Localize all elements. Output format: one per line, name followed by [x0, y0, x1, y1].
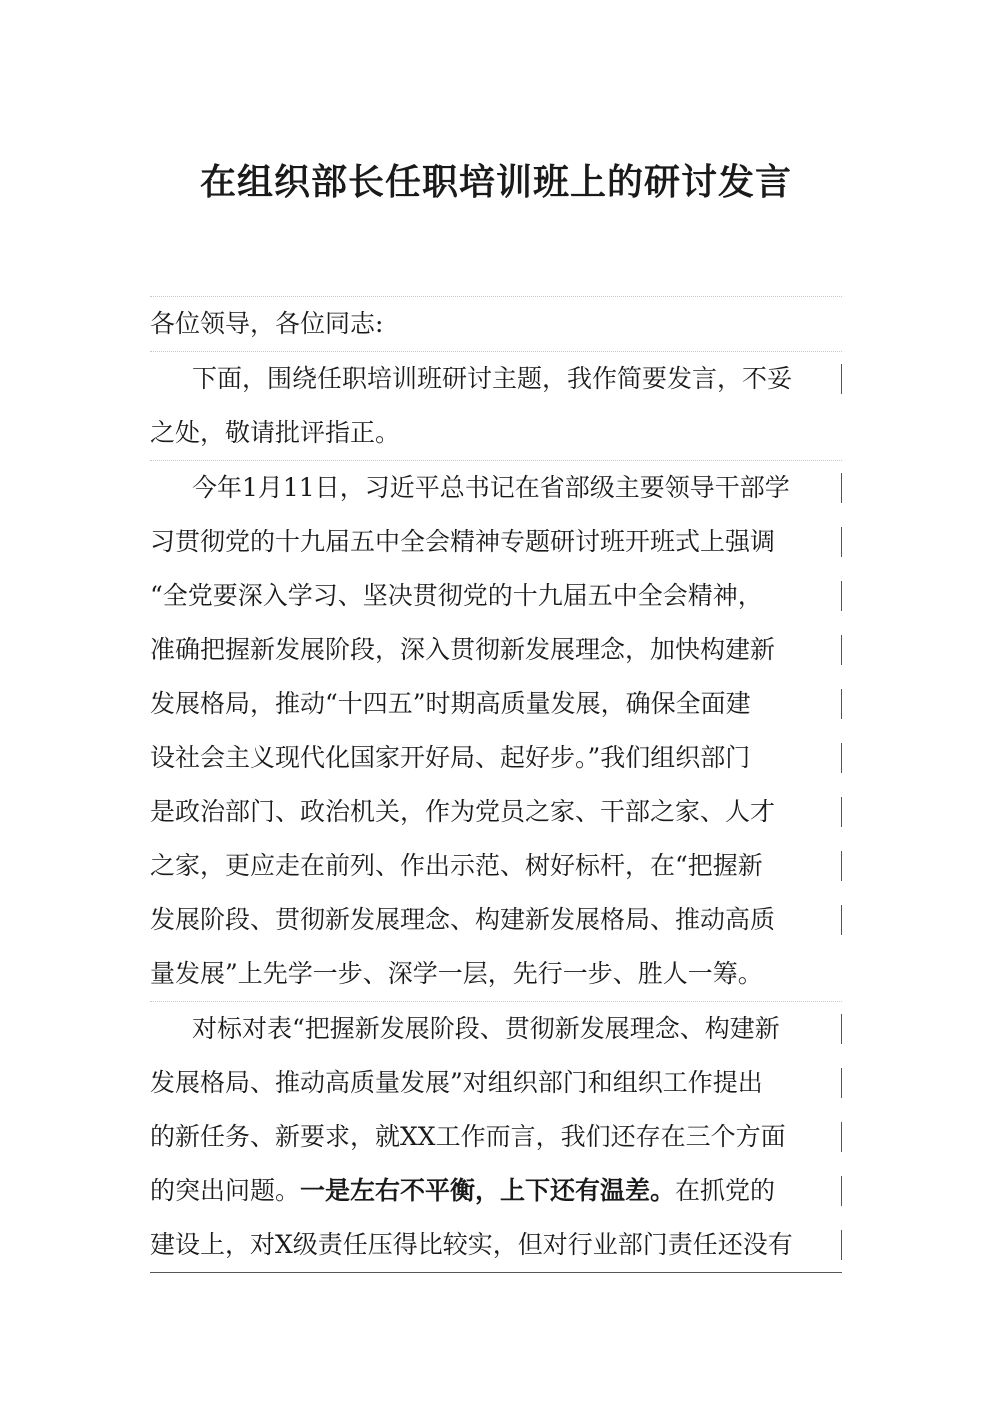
document-body — [150, 296, 842, 1273]
paragraph-3 — [150, 1001, 842, 1273]
salutation: 各位领导，各位同志: — [150, 309, 384, 338]
paragraph-line: 发展格局，推动“十四五”时期高质量发展，确保全面建 — [150, 677, 842, 731]
paragraph-line: 准确把握新发展阶段，深入贯彻新发展理念，加快构建新 — [150, 623, 842, 677]
paragraph-line: 是政治部门、政治机关，作为党员之家、干部之家、人才 — [150, 785, 842, 839]
paragraph-line: 建设上，对X级责任压得比较实，但对行业部门责任还没有 — [150, 1218, 842, 1273]
paragraph-text: 的突出问题。 — [150, 1176, 301, 1205]
paragraph-line — [150, 1164, 842, 1218]
paragraph-line: 对标对表“把握新发展阶段、贯彻新发展理念、构建新 — [150, 1002, 842, 1056]
paragraph-line: 之家，更应走在前列、作出示范、树好标杆，在“把握新 — [150, 839, 842, 893]
paragraph-2 — [150, 460, 842, 1001]
paragraph-line: “全党要深入学习、坚决贯彻党的十九届五中全会精神， — [150, 569, 842, 623]
paragraph-line: 的新任务、新要求，就XX工作而言，我们还存在三个方面 — [150, 1110, 842, 1164]
document-title: 在组织部长任职培训班上的研讨发言 — [199, 161, 792, 203]
paragraph-line: 之处，敬请批评指正。 — [150, 418, 401, 447]
paragraph-1 — [150, 351, 842, 460]
paragraph-text: 在抓党的 — [675, 1176, 776, 1205]
paragraph-line: 量发展”上先学一步、深学一层，先行一步、胜人一筹。 — [150, 959, 763, 988]
paragraph-line: 下面，围绕任职培训班研讨主题，我作简要发言，不妥 — [150, 352, 842, 406]
paragraph-line: 习贯彻党的十九届五中全会精神专题研讨班开班式上强调 — [150, 515, 842, 569]
paragraph-line: 发展格局、推动高质量发展”对组织部门和组织工作提出 — [150, 1056, 842, 1110]
paragraph-line: 发展阶段、贯彻新发展理念、构建新发展格局、推动高质 — [150, 893, 842, 947]
paragraph-line: 设社会主义现代化国家开好局、起好步。”我们组织部门 — [150, 731, 842, 785]
emphasized-point: 一是左右不平衡，上下还有温差。 — [300, 1176, 676, 1205]
paragraph-line: 今年1月11日，习近平总书记在省部级主要领导干部学 — [150, 461, 842, 515]
salutation-paragraph — [150, 296, 842, 351]
